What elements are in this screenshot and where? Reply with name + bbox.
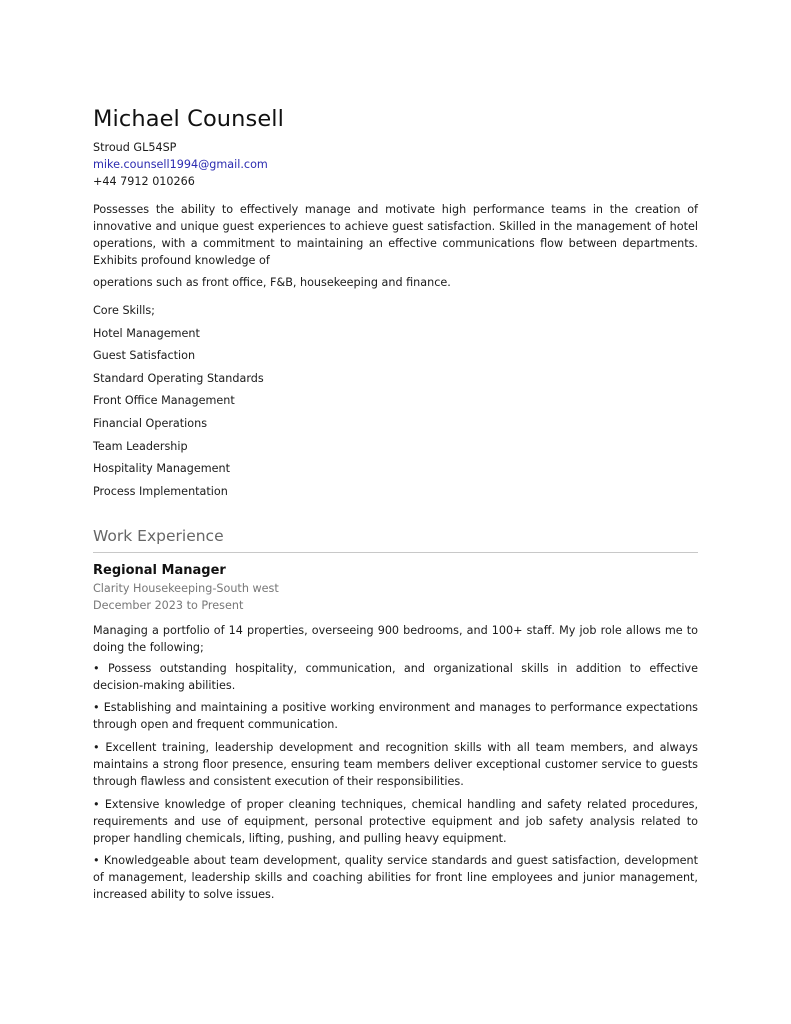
job-intro: Managing a portfolio of 14 properties, overseeing 900 bedrooms, and 100+ staff. My job role allows me to doing the following; xyxy=(93,624,698,654)
core-skills-list xyxy=(93,302,264,505)
address: Stroud GL54SP xyxy=(93,141,177,154)
section-divider xyxy=(93,552,698,553)
job-bullet: • Extensive knowledge of proper cleaning techniques, chemical handling and safety related procedures, requirements and use of equipment, personal protective equipment and job safety analysis related to proper handling chemicals, lifting, pushing, and pulling heavy equipment. xyxy=(93,798,698,845)
job-bullet: • Possess outstanding hospitality, communication, and organizational skills in addition to effective decision-making abilities. xyxy=(93,662,698,692)
job-bullet: • Establishing and maintaining a positive working environment and manages to performance expectations through open and frequent communication. xyxy=(93,701,698,731)
job-bullet: • Excellent training, leadership development and recognition skills with all team members, and always maintains a strong floor presence, ensuring team members deliver exceptional customer service to guests through flawless and consistent execution of their responsibilities. xyxy=(93,741,698,788)
core-skills-heading: Core Skills; xyxy=(93,304,155,317)
work-experience-heading: Work Experience xyxy=(93,527,224,545)
skill-item: Standard Operating Standards xyxy=(93,371,264,385)
phone-number: +44 7912 010266 xyxy=(93,175,195,188)
candidate-name: Michael Counsell xyxy=(93,106,284,132)
skill-item: Front Office Management xyxy=(93,394,235,408)
skill-item: Financial Operations xyxy=(93,416,208,430)
job-title: Regional Manager xyxy=(93,563,226,578)
skill-item: Guest Satisfaction xyxy=(93,349,196,363)
skill-item: Hospitality Management xyxy=(93,462,231,476)
skill-item: Process Implementation xyxy=(93,484,228,498)
skill-item: Hotel Management xyxy=(93,326,200,340)
job-company: Clarity Housekeeping-South west xyxy=(93,582,279,595)
email-link[interactable]: mike.counsell1994@gmail.com xyxy=(93,158,268,171)
skill-item: Team Leadership xyxy=(93,439,188,453)
professional-summary: Possesses the ability to effectively manage and motivate high performance teams in the creation of innovative and unique guest experiences to achieve guest satisfaction. Skilled in the management of hotel operations, with a commitment to maintaining an effective communications flow between departments. Exhibits profound knowledge of xyxy=(93,203,698,267)
summary-continuation: operations such as front office, F&B, housekeeping and finance. xyxy=(93,276,451,289)
job-bullet: • Knowledgeable about team development, quality service standards and guest satisfaction, development of management, leadership skills and coaching abilities for front line employees and junior management, increased ability to solve issues. xyxy=(93,854,698,901)
job-dates: December 2023 to Present xyxy=(93,599,244,612)
